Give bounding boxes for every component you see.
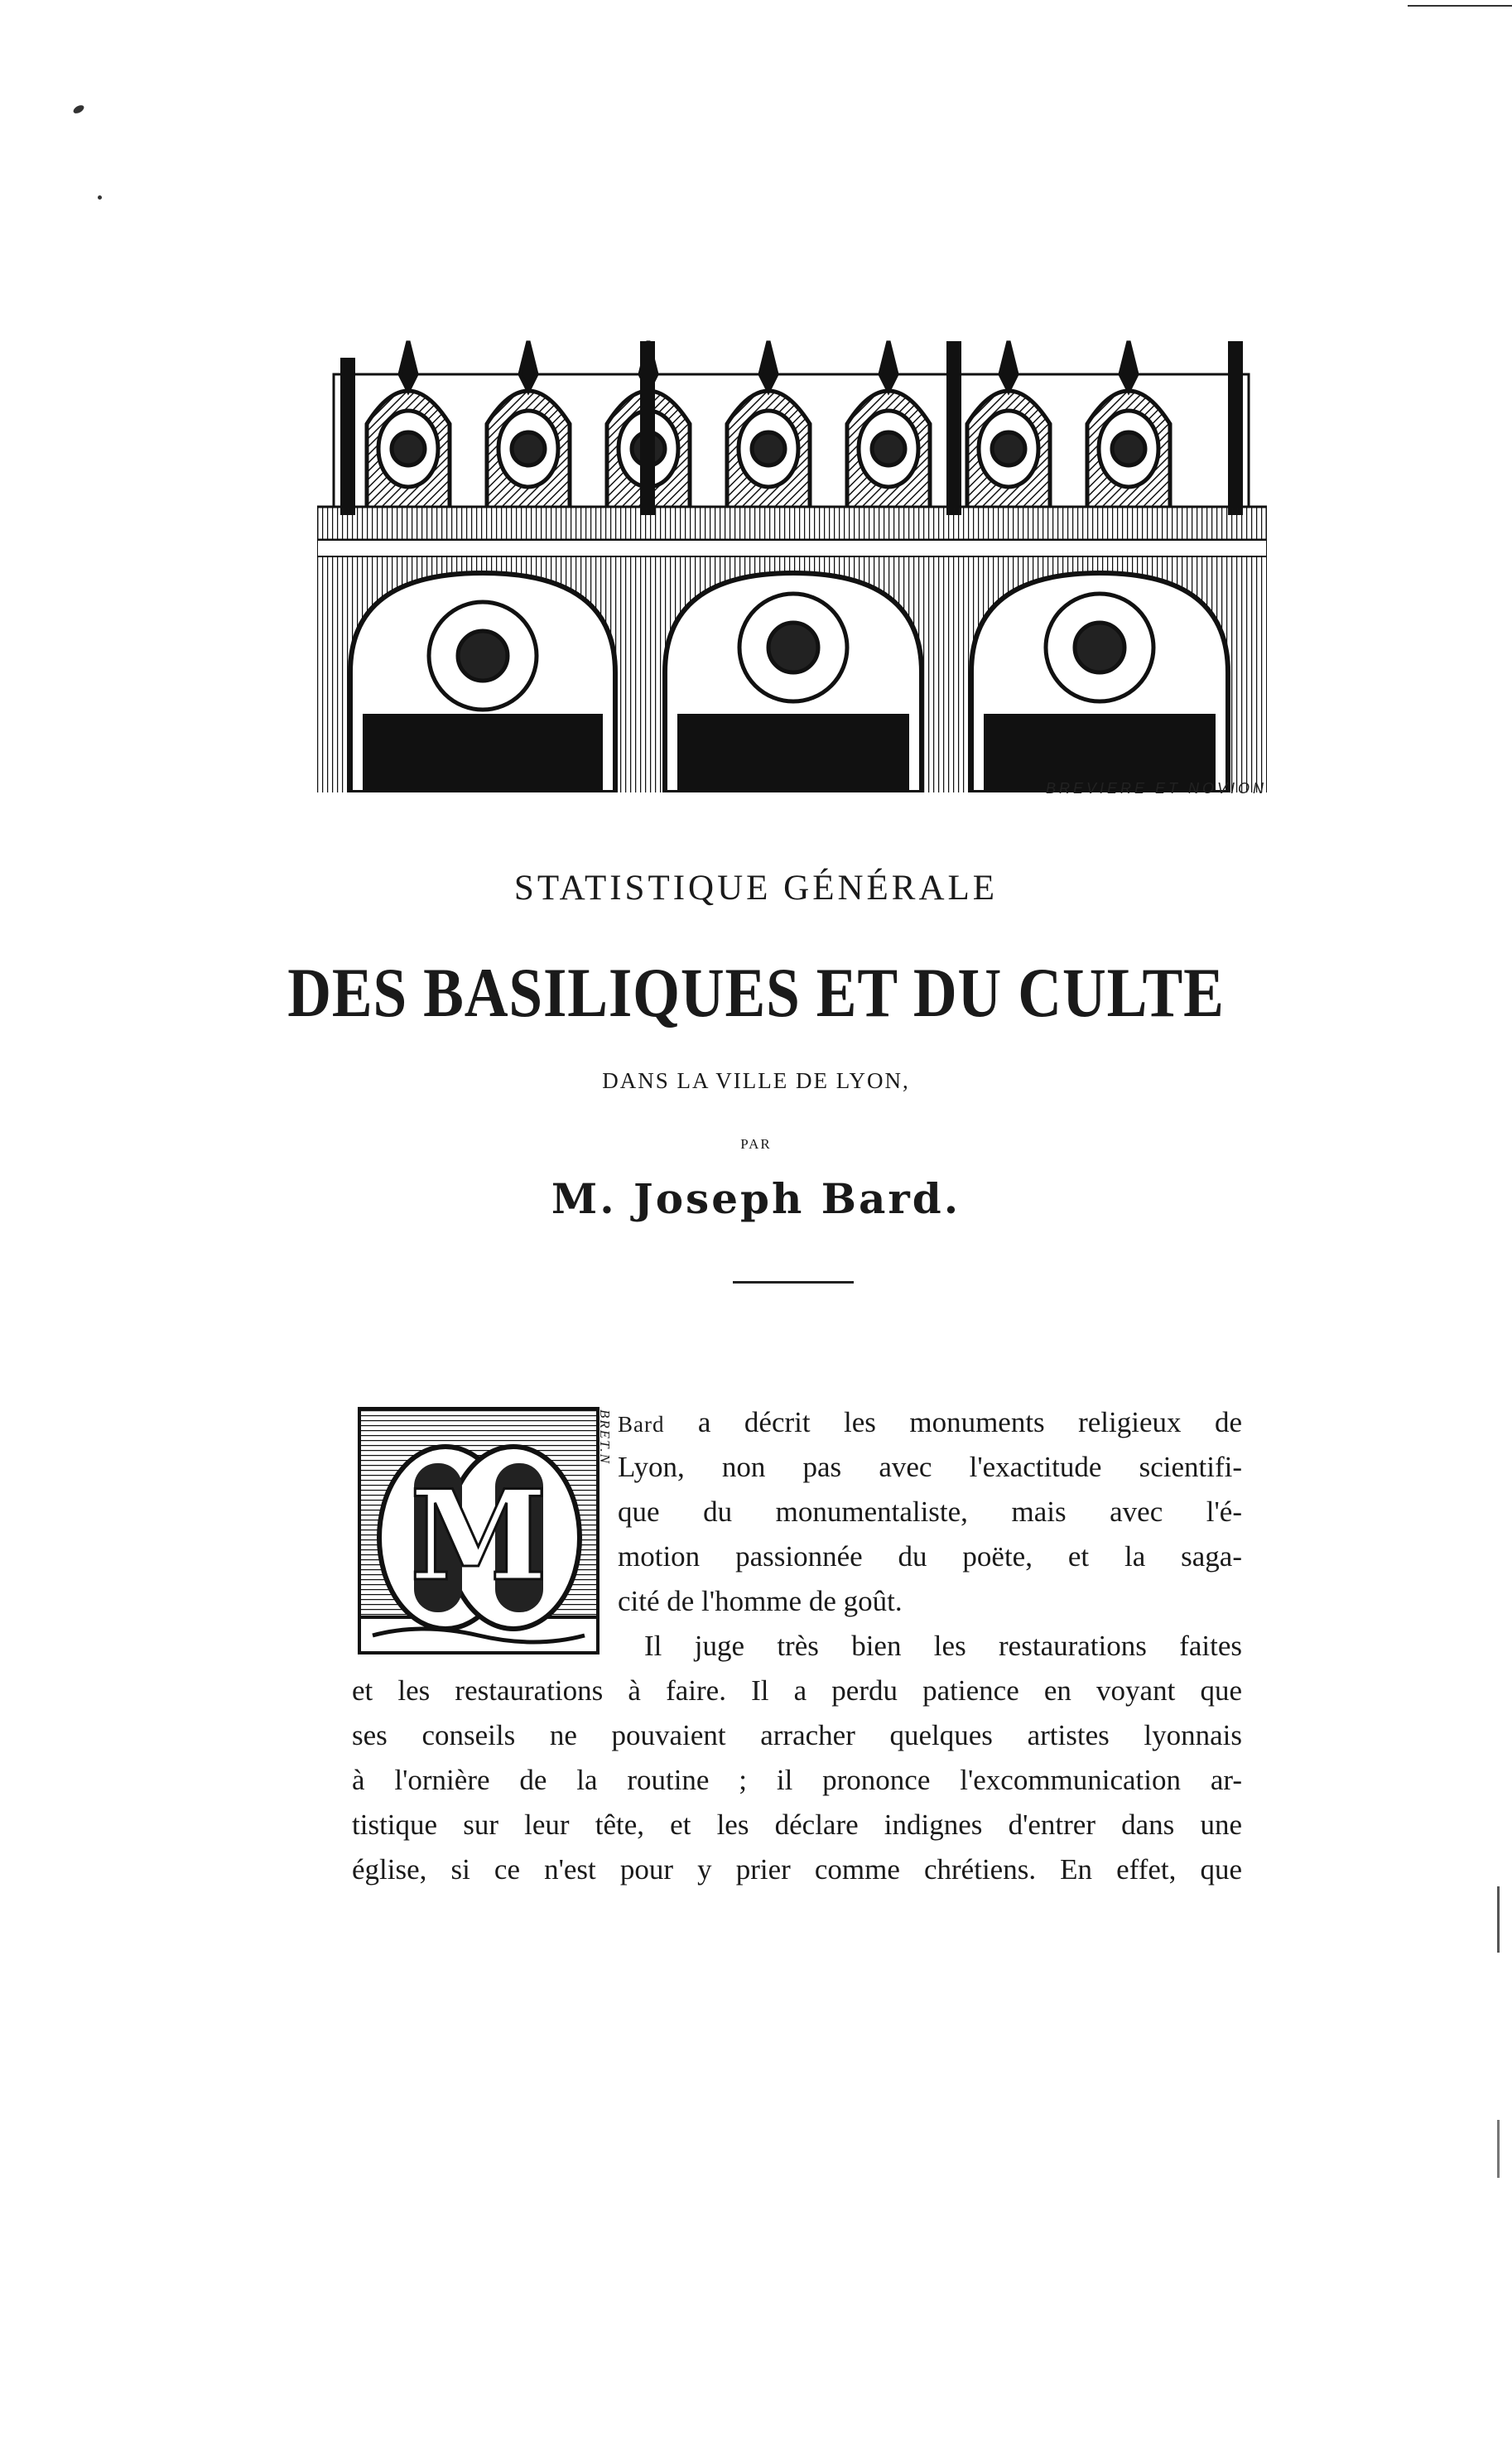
smallcaps-name: Bard: [618, 1412, 665, 1437]
body-line: cité de l'homme de goût.: [618, 1585, 903, 1617]
ink-speck: [72, 104, 85, 115]
dropcap-letter: M: [409, 1463, 548, 1609]
main-title: DES BASILIQUES ET DU CULTE: [287, 954, 1225, 1032]
body-line: et les restaurations à faire. Il a perdu patience en voyant que: [352, 1674, 1242, 1707]
page-edge-mark: [1497, 1886, 1500, 1953]
title-line-3: DANS LA VILLE DE LYON,: [602, 1068, 910, 1093]
decorated-initial-m: [356, 1405, 601, 1656]
body-line: église, si ce n'est pour y prier comme chrétiens. En effet, que: [352, 1853, 1242, 1886]
dropcap-signature: BRET.N: [597, 1409, 613, 1465]
body-line: Bard a décrit les monuments religieux de: [618, 1406, 1242, 1438]
ink-speck: [98, 195, 102, 200]
body-line: que du monumentaliste, mais avec l'é-: [618, 1496, 1242, 1528]
par-label: PAR: [740, 1136, 772, 1152]
page-edge-mark: [1408, 5, 1512, 7]
engraver-credit: BREVIERE ET NOVION: [1045, 780, 1267, 797]
body-line: ses conseils ne pouvaient arracher quelques artistes lyonnais: [352, 1719, 1242, 1751]
body-line: à l'ornière de la routine ; il prononce l'excommunication ar-: [352, 1764, 1242, 1796]
author-name: M. Joseph Bard.: [551, 1174, 961, 1223]
body-line: motion passionnée du poëte, et la saga-: [618, 1540, 1242, 1573]
page-edge-mark: [1497, 2120, 1500, 2178]
separator-rule: [733, 1281, 854, 1284]
gothic-choir-stall-engraving: [317, 325, 1267, 792]
body-line: Il juge très bien les restaurations faites: [644, 1630, 1242, 1662]
body-line: tistique sur leur tête, et les déclare indignes d'entrer dans une: [352, 1809, 1242, 1841]
title-line-1: STATISTIQUE GÉNÉRALE: [513, 869, 999, 908]
body-line: Lyon, non pas avec l'exactitude scientifi-: [618, 1451, 1242, 1483]
